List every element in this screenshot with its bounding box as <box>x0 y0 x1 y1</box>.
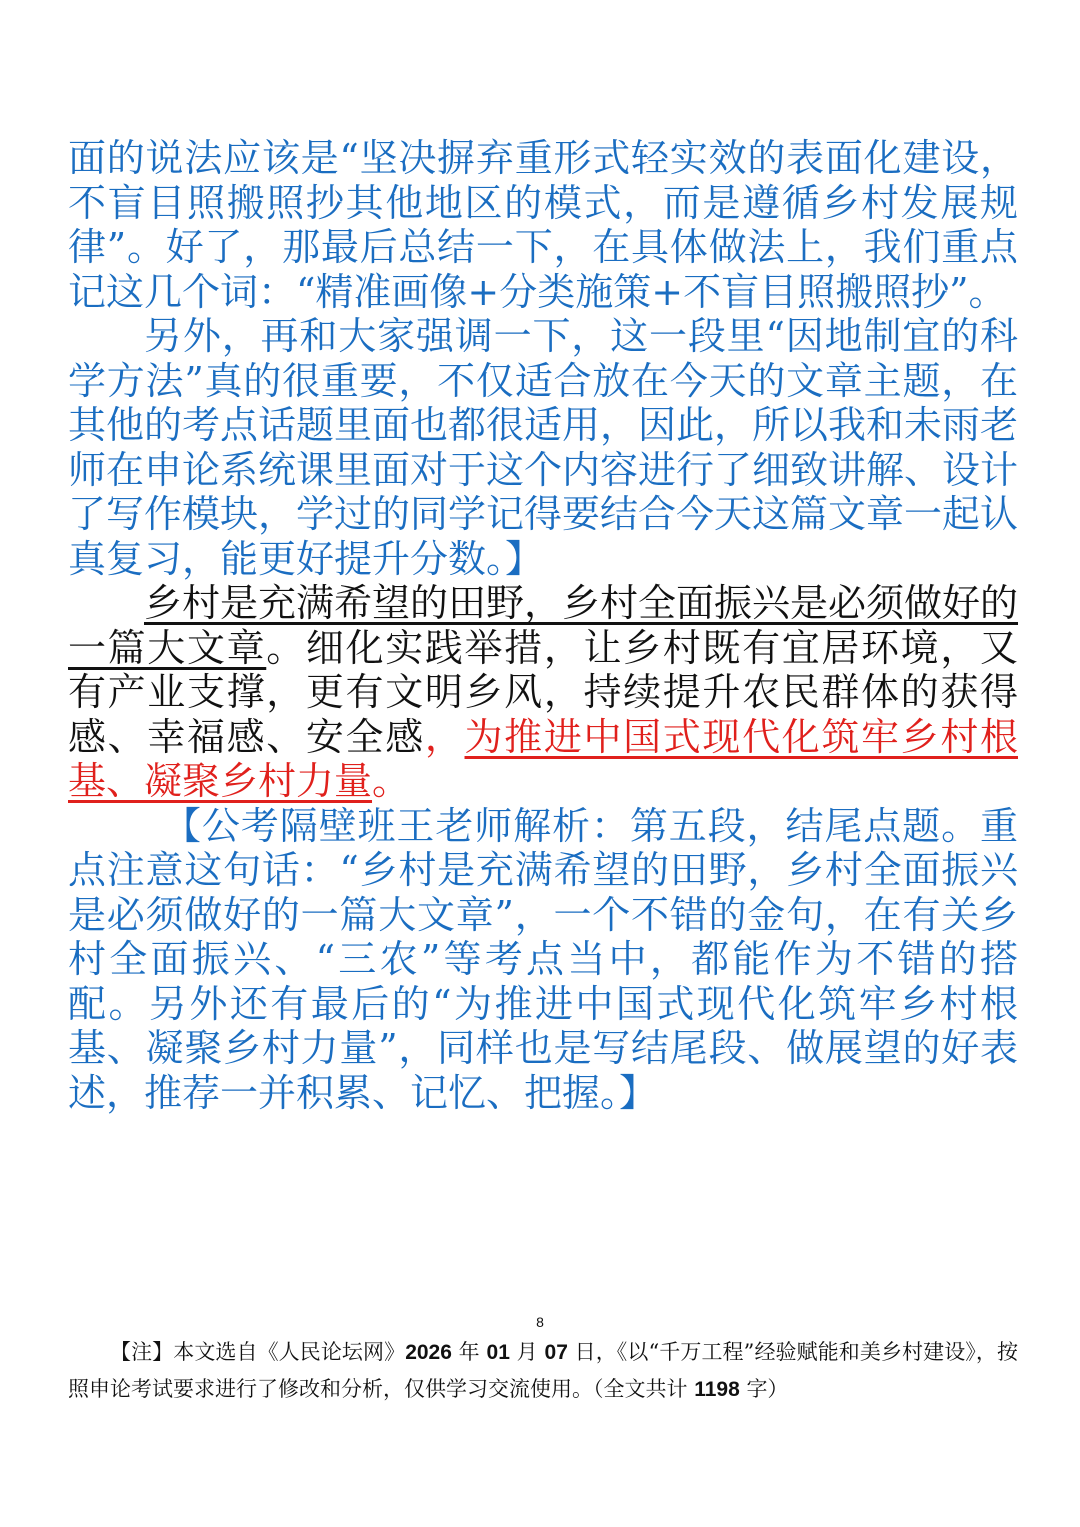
article-conclusion-paragraph <box>68 581 1018 804</box>
analysis-continuation-paragraph: 面的说法应该是“坚决摒弃重形式轻实效的表面化建设，不盲目照搬照抄其他地区的模式，而是遵循乡村发展规律”。好了，那最后总结一下，在具体做法上，我们重点记这几个词：“精准画像+分类施策+不盲目照搬照抄”。 <box>68 136 1018 314</box>
source-footnote: 【注】本文选自《人民论坛网》2026 年 01 月 07 日，《以“千万工程”经验赋能和美乡村建设》，按照申论考试要求进行了修改和分析，仅供学习交流使用。（全文共计 1198 字） <box>68 1340 1018 1401</box>
red-comma: ， <box>424 714 465 759</box>
main-text <box>68 136 1018 1115</box>
analysis-note-paragraph: 另外，再和大家强调一下，这一段里“因地制宜的科学方法”真的很重要，不仅适合放在今天的文章主题，在其他的考点话题里面也都很适用，因此，所以我和未雨老师在申论系统课里面对于这个内容进行了细致讲解、设计了写作模块，学过的同学记得要结合今天这篇文章一起认真复习，能更好提升分数。】 <box>68 314 1019 581</box>
red-underlined-key-sentence: 为推进中国式现代化筑牢乡村根基、凝聚乡村力量 <box>68 714 1018 803</box>
body-text: 。细化实践举措，让乡村既有宜居环境，又有产业支撑，更有文明乡风，持续提升农民群体的获得感、幸福感、安全感 <box>68 625 1018 759</box>
red-period: 。 <box>372 759 411 803</box>
page-number: 8 <box>536 1314 544 1330</box>
teacher-analysis-paragraph: 【公考隔壁班王老师解析：第五段，结尾点题。重点注意这句话：“乡村是充满希望的田野，乡村全面振兴是必须做好的一篇大文章”，一个不错的金句，在有关乡村全面振兴、“三农”等考点当中，都能作为不错的搭配。另外还有最后的“为推进中国式现代化筑牢乡村根基、凝聚乡村力量”，同样也是写结尾段、做展望的好表述，推荐一并积累、记忆、把握。】 <box>68 803 1018 1115</box>
underlined-key-sentence: 乡村是充满希望的田野，乡村全面振兴是必须做好的一篇大文章 <box>68 581 1019 670</box>
